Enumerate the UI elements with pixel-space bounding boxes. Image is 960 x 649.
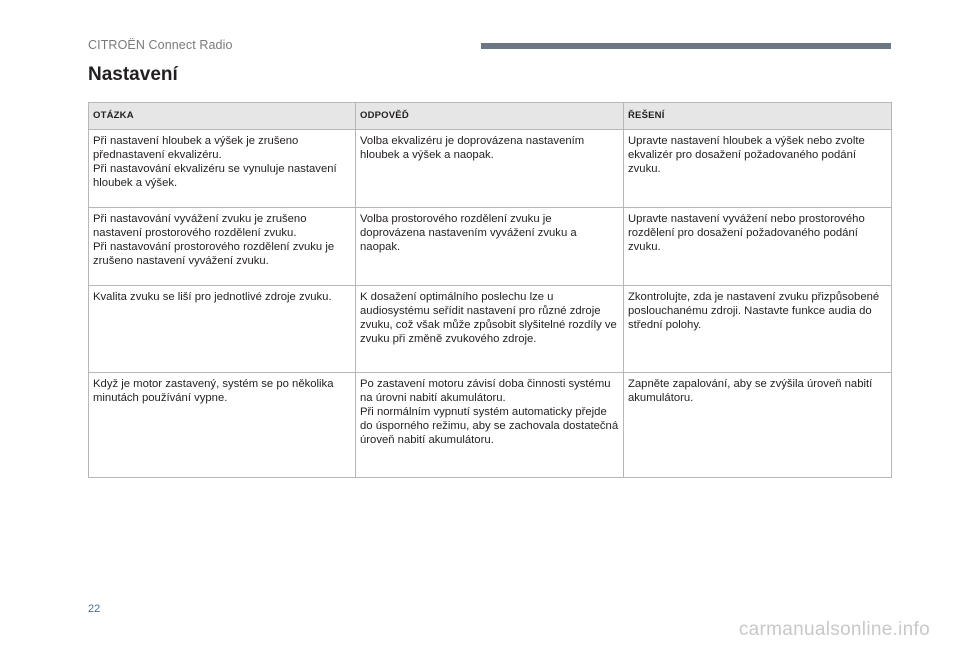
solution-cell: [624, 130, 892, 208]
question-cell: [89, 130, 356, 208]
answer-cell: [356, 286, 624, 373]
answer-cell: [356, 208, 624, 286]
solution-cell: [624, 286, 892, 373]
troubleshooting-table: [88, 102, 892, 478]
column-header-solution: ŘEŠENÍ: [624, 103, 892, 130]
answer-cell: [356, 130, 624, 208]
table-row: [89, 373, 892, 478]
page-title: Nastavení: [88, 64, 178, 85]
question-cell: [89, 373, 356, 478]
solution-cell: [624, 208, 892, 286]
column-header-question: OTÁZKA: [89, 103, 356, 130]
column-header-answer: ODPOVĚĎ: [356, 103, 624, 130]
cell-text: Při nastavování ekvalizéru se vynuluje nastavení hloubek a výšek.: [93, 163, 337, 189]
answer-cell: [356, 373, 624, 478]
header-decorative-bar: [481, 43, 891, 49]
brand-header: CITROËN Connect Radio: [88, 38, 233, 52]
cell-text: Zapněte zapalování, aby se zvýšila úroveň nabití akumulátoru.: [628, 378, 873, 404]
solution-cell: [624, 373, 892, 478]
cell-text: Upravte nastavení vyvážení nebo prostorového rozdělení pro dosažení požadovaného podání zvuku.: [628, 213, 865, 253]
cell-text: Volba prostorového rozdělení zvuku je doprovázena nastavením vyvážení zvuku a naopak.: [360, 213, 577, 253]
page-number: 22: [88, 603, 101, 615]
cell-text: Zkontrolujte, zda je nastavení zvuku přizpůsobené poslouchanému zdroji. Nastavte funkce audia do střední polohy.: [628, 291, 880, 331]
cell-text: Při nastavování vyvážení zvuku je zrušeno nastavení prostorového rozdělení zvuku.: [93, 213, 307, 239]
cell-text: Při normálním vypnutí systém automaticky přejde do úsporného režimu, aby se zachovala dostatečná úroveň nabití akumulátoru.: [360, 406, 619, 446]
watermark: carmanualsonline.info: [738, 619, 930, 640]
table-row: [89, 130, 892, 208]
cell-text: Volba ekvalizéru je doprovázena nastavením hloubek a výšek a naopak.: [360, 135, 585, 161]
cell-text: Upravte nastavení hloubek a výšek nebo zvolte ekvalizér pro dosažení požadovaného podání zvuku.: [628, 135, 865, 175]
table-row: [89, 286, 892, 373]
question-cell: [89, 286, 356, 373]
cell-text: K dosažení optimálního poslechu lze u audiosystému seřídit nastavení pro různé zdroje zvuku, což však může způsobit slyšitelné rozdíly ve zvuku při změně zvukového zdroje.: [360, 291, 617, 345]
cell-text: Při nastavení hloubek a výšek je zrušeno přednastavení ekvalizéru.: [93, 135, 299, 161]
question-cell: [89, 208, 356, 286]
cell-text: Kvalita zvuku se liší pro jednotlivé zdroje zvuku.: [93, 291, 332, 303]
cell-text: Při nastavování prostorového rozdělení zvuku je zrušeno nastavení vyvážení zvuku.: [93, 241, 335, 267]
cell-text: Po zastavení motoru závisí doba činnosti systému na úrovni nabití akumulátoru.: [360, 378, 611, 404]
cell-text: Když je motor zastavený, systém se po několika minutách používání vypne.: [93, 378, 334, 404]
table-row: [89, 208, 892, 286]
table-header-row: [89, 103, 892, 130]
